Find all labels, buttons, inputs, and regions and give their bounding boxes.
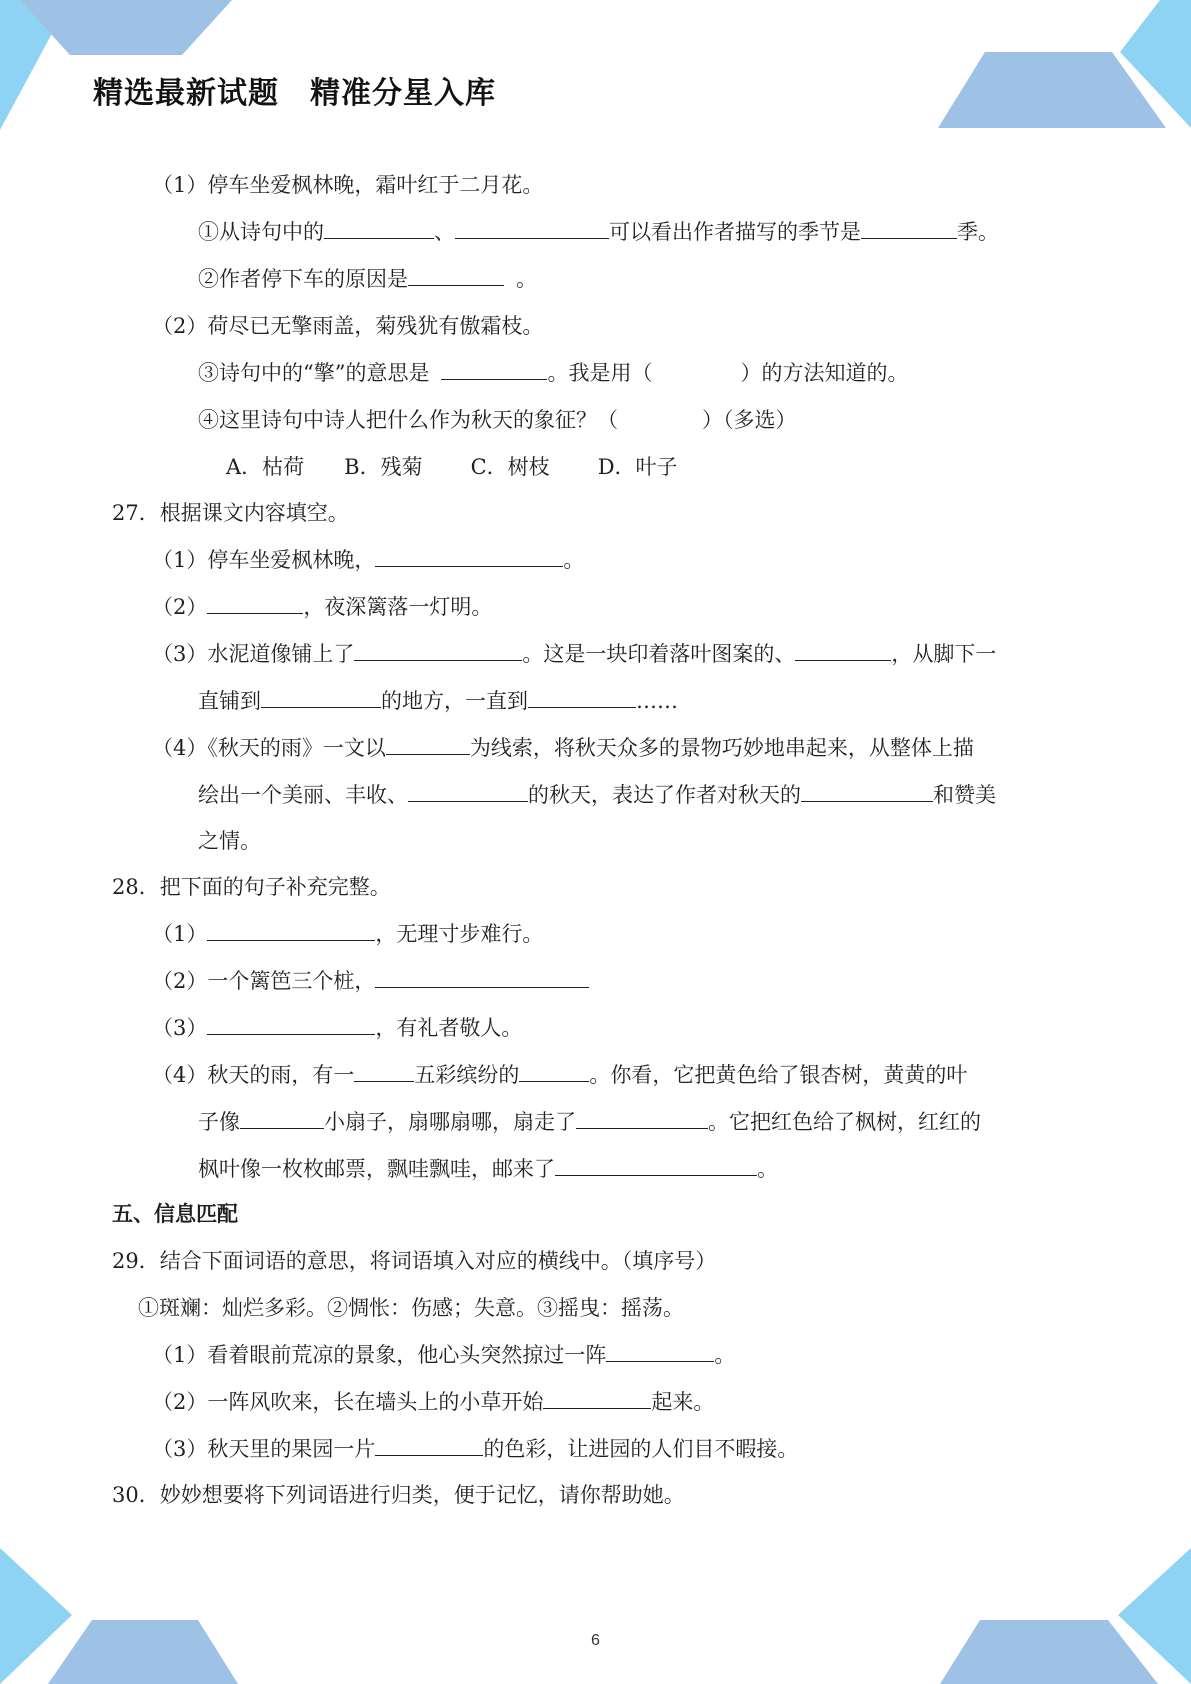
q27-title: 27．根据课文内容填空。 (112, 501, 349, 525)
corner-trapezoid-bottom-right (940, 1620, 1158, 1684)
q28-item-2 (152, 966, 589, 996)
page-number: 6 (591, 1632, 600, 1649)
text: （2）一个篱笆三个桩， (152, 969, 376, 993)
answer-blank[interactable] (555, 1154, 757, 1176)
q29-item-2 (152, 1387, 714, 1417)
poem-line-1: （1）停车坐爱枫林晚，霜叶红于二月花。 (152, 173, 544, 197)
q27-item-1 (152, 545, 584, 575)
q28-item-4 (152, 1060, 967, 1090)
question-2 (198, 264, 537, 294)
text: 。你看，它把黄色给了银杏树，黄黄的叶 (589, 1063, 968, 1087)
corner-trapezoid-bottom-left (48, 1620, 238, 1684)
text: 。我是用（ (547, 361, 653, 385)
text: ）的方法知道的。 (740, 361, 909, 385)
text: ④这里诗句中诗人把什么作为秋天的象征？（ (198, 408, 618, 432)
text: 。它把红色给了枫树，红红的 (708, 1110, 981, 1134)
text: 。 (516, 267, 537, 291)
q29-item-1 (152, 1340, 735, 1370)
text: ）（多选） (702, 408, 797, 432)
q27-item-3-cont (198, 686, 678, 716)
q28-item-1 (152, 919, 543, 949)
text: （1）看着眼前荒凉的景象，他心头突然掠过一阵 (152, 1343, 607, 1367)
text: （2） (152, 595, 208, 619)
corner-trapezoid-top-left (20, 0, 232, 55)
answer-blank[interactable] (207, 919, 375, 941)
text: ，夜深篱落一灯明。 (303, 595, 493, 619)
answer-blank[interactable] (375, 1434, 483, 1456)
answer-blank[interactable] (375, 545, 563, 567)
answer-blank[interactable] (207, 1013, 375, 1035)
answer-blank[interactable] (408, 780, 528, 802)
q28-item-3 (152, 1013, 522, 1043)
text: 绘出一个美丽、丰收、 (198, 783, 408, 807)
answer-blank[interactable] (324, 217, 434, 239)
text: 、 (434, 220, 455, 244)
text: 的秋天，表达了作者对秋天的 (528, 783, 801, 807)
answer-blank[interactable] (576, 1107, 708, 1129)
options (226, 452, 678, 482)
option-d: D．叶子 (597, 455, 678, 479)
section-heading: 五、信息匹配 (112, 1202, 238, 1226)
text: ①从诗句中的 (198, 220, 324, 244)
answer-blank[interactable] (207, 592, 303, 614)
q27-item-4-end: 之情。 (198, 829, 261, 853)
answer-blank[interactable] (408, 264, 504, 286)
q30-title: 30．妙妙想要将下列词语进行归类，便于记忆，请你帮助她。 (112, 1483, 685, 1507)
answer-blank[interactable] (354, 1060, 414, 1082)
text: 。这是一块印着落叶图案的、 (522, 642, 796, 666)
text: （3） (152, 1016, 208, 1040)
text: 。 (757, 1157, 778, 1181)
answer-blank[interactable] (386, 733, 470, 755)
answer-blank[interactable] (455, 217, 609, 239)
answer-blank[interactable] (795, 639, 891, 661)
q27-item-2 (152, 592, 492, 622)
poem-line-2: （2）荷尽已无擎雨盖，菊残犹有傲霜枝。 (152, 314, 544, 338)
text: 和赞美 (933, 783, 996, 807)
text: ③诗句中的“擎”的意思是 (198, 361, 430, 385)
q28-item-4-cont (198, 1107, 981, 1137)
answer-blank[interactable] (528, 686, 636, 708)
text: （4）《秋天的雨》一文以 (152, 736, 386, 760)
text: 起来。 (651, 1390, 715, 1414)
text: （1）停车坐爱枫林晚， (152, 548, 376, 572)
text: ②作者停下车的原因是 (198, 267, 408, 291)
q28-title: 28．把下面的句子补充完整。 (112, 875, 391, 899)
q29-title: 29．结合下面词语的意思，将词语填入对应的横线中。（填序号） (112, 1249, 717, 1273)
text: （3）水泥道像铺上了 (152, 642, 355, 666)
text: 的色彩，让进园的人们目不暇接。 (483, 1437, 799, 1461)
question-4 (198, 405, 797, 435)
text: （3）秋天里的果园一片 (152, 1437, 376, 1461)
q27-item-4-cont (198, 780, 996, 810)
corner-triangle-bottom-left (0, 1548, 72, 1684)
q27-item-3 (152, 639, 996, 669)
q27-item-4 (152, 733, 974, 763)
text: 直铺到 (198, 689, 261, 713)
text: 的地方，一直到 (381, 689, 528, 713)
text: ，从脚下一 (891, 642, 997, 666)
option-b: B．残菊 (344, 455, 423, 479)
answer-blank[interactable] (543, 1387, 651, 1409)
option-a: A．枯荷 (226, 455, 305, 479)
text: 小扇子，扇哪扇哪，扇走了 (324, 1110, 576, 1134)
answer-blank[interactable] (375, 966, 589, 988)
text: 子像 (198, 1110, 240, 1134)
text: ，无理寸步难行。 (375, 922, 544, 946)
text: ，有礼者敬人。 (375, 1016, 523, 1040)
text: …… (636, 689, 678, 713)
answer-blank[interactable] (441, 358, 547, 380)
text: （4）秋天的雨，有一 (152, 1063, 355, 1087)
text: 五彩缤纷的 (414, 1063, 520, 1087)
text: 季。 (957, 220, 999, 244)
text: （2）一阵风吹来，长在墙头上的小草开始 (152, 1390, 544, 1414)
text: （1） (152, 922, 208, 946)
header-title: 精选最新试题 精准分星入库 (93, 76, 496, 111)
question-1 (198, 217, 999, 247)
answer-blank[interactable] (261, 686, 381, 708)
text: 。 (563, 548, 585, 572)
q29-item-3 (152, 1434, 798, 1464)
q29-word-list: ①斑斓：灿烂多彩。②惆怅：伤感；失意。③摇曳：摇荡。 (138, 1296, 684, 1320)
option-c: C．树枝 (470, 455, 550, 479)
answer-blank[interactable] (519, 1060, 589, 1082)
answer-blank[interactable] (861, 217, 957, 239)
answer-blank[interactable] (801, 780, 933, 802)
text: 为线索，将秋天众多的景物巧妙地串起来，从整体上描 (469, 736, 974, 760)
answer-blank[interactable] (354, 639, 522, 661)
text: 。 (714, 1343, 736, 1367)
question-3 (198, 358, 908, 388)
answer-blank[interactable] (606, 1340, 714, 1362)
text: 枫叶像一枚枚邮票，飘哇飘哇，邮来了 (198, 1157, 555, 1181)
text: 可以看出作者描写的季节是 (609, 220, 861, 244)
answer-blank[interactable] (240, 1107, 324, 1129)
q28-item-4-end (198, 1154, 778, 1184)
